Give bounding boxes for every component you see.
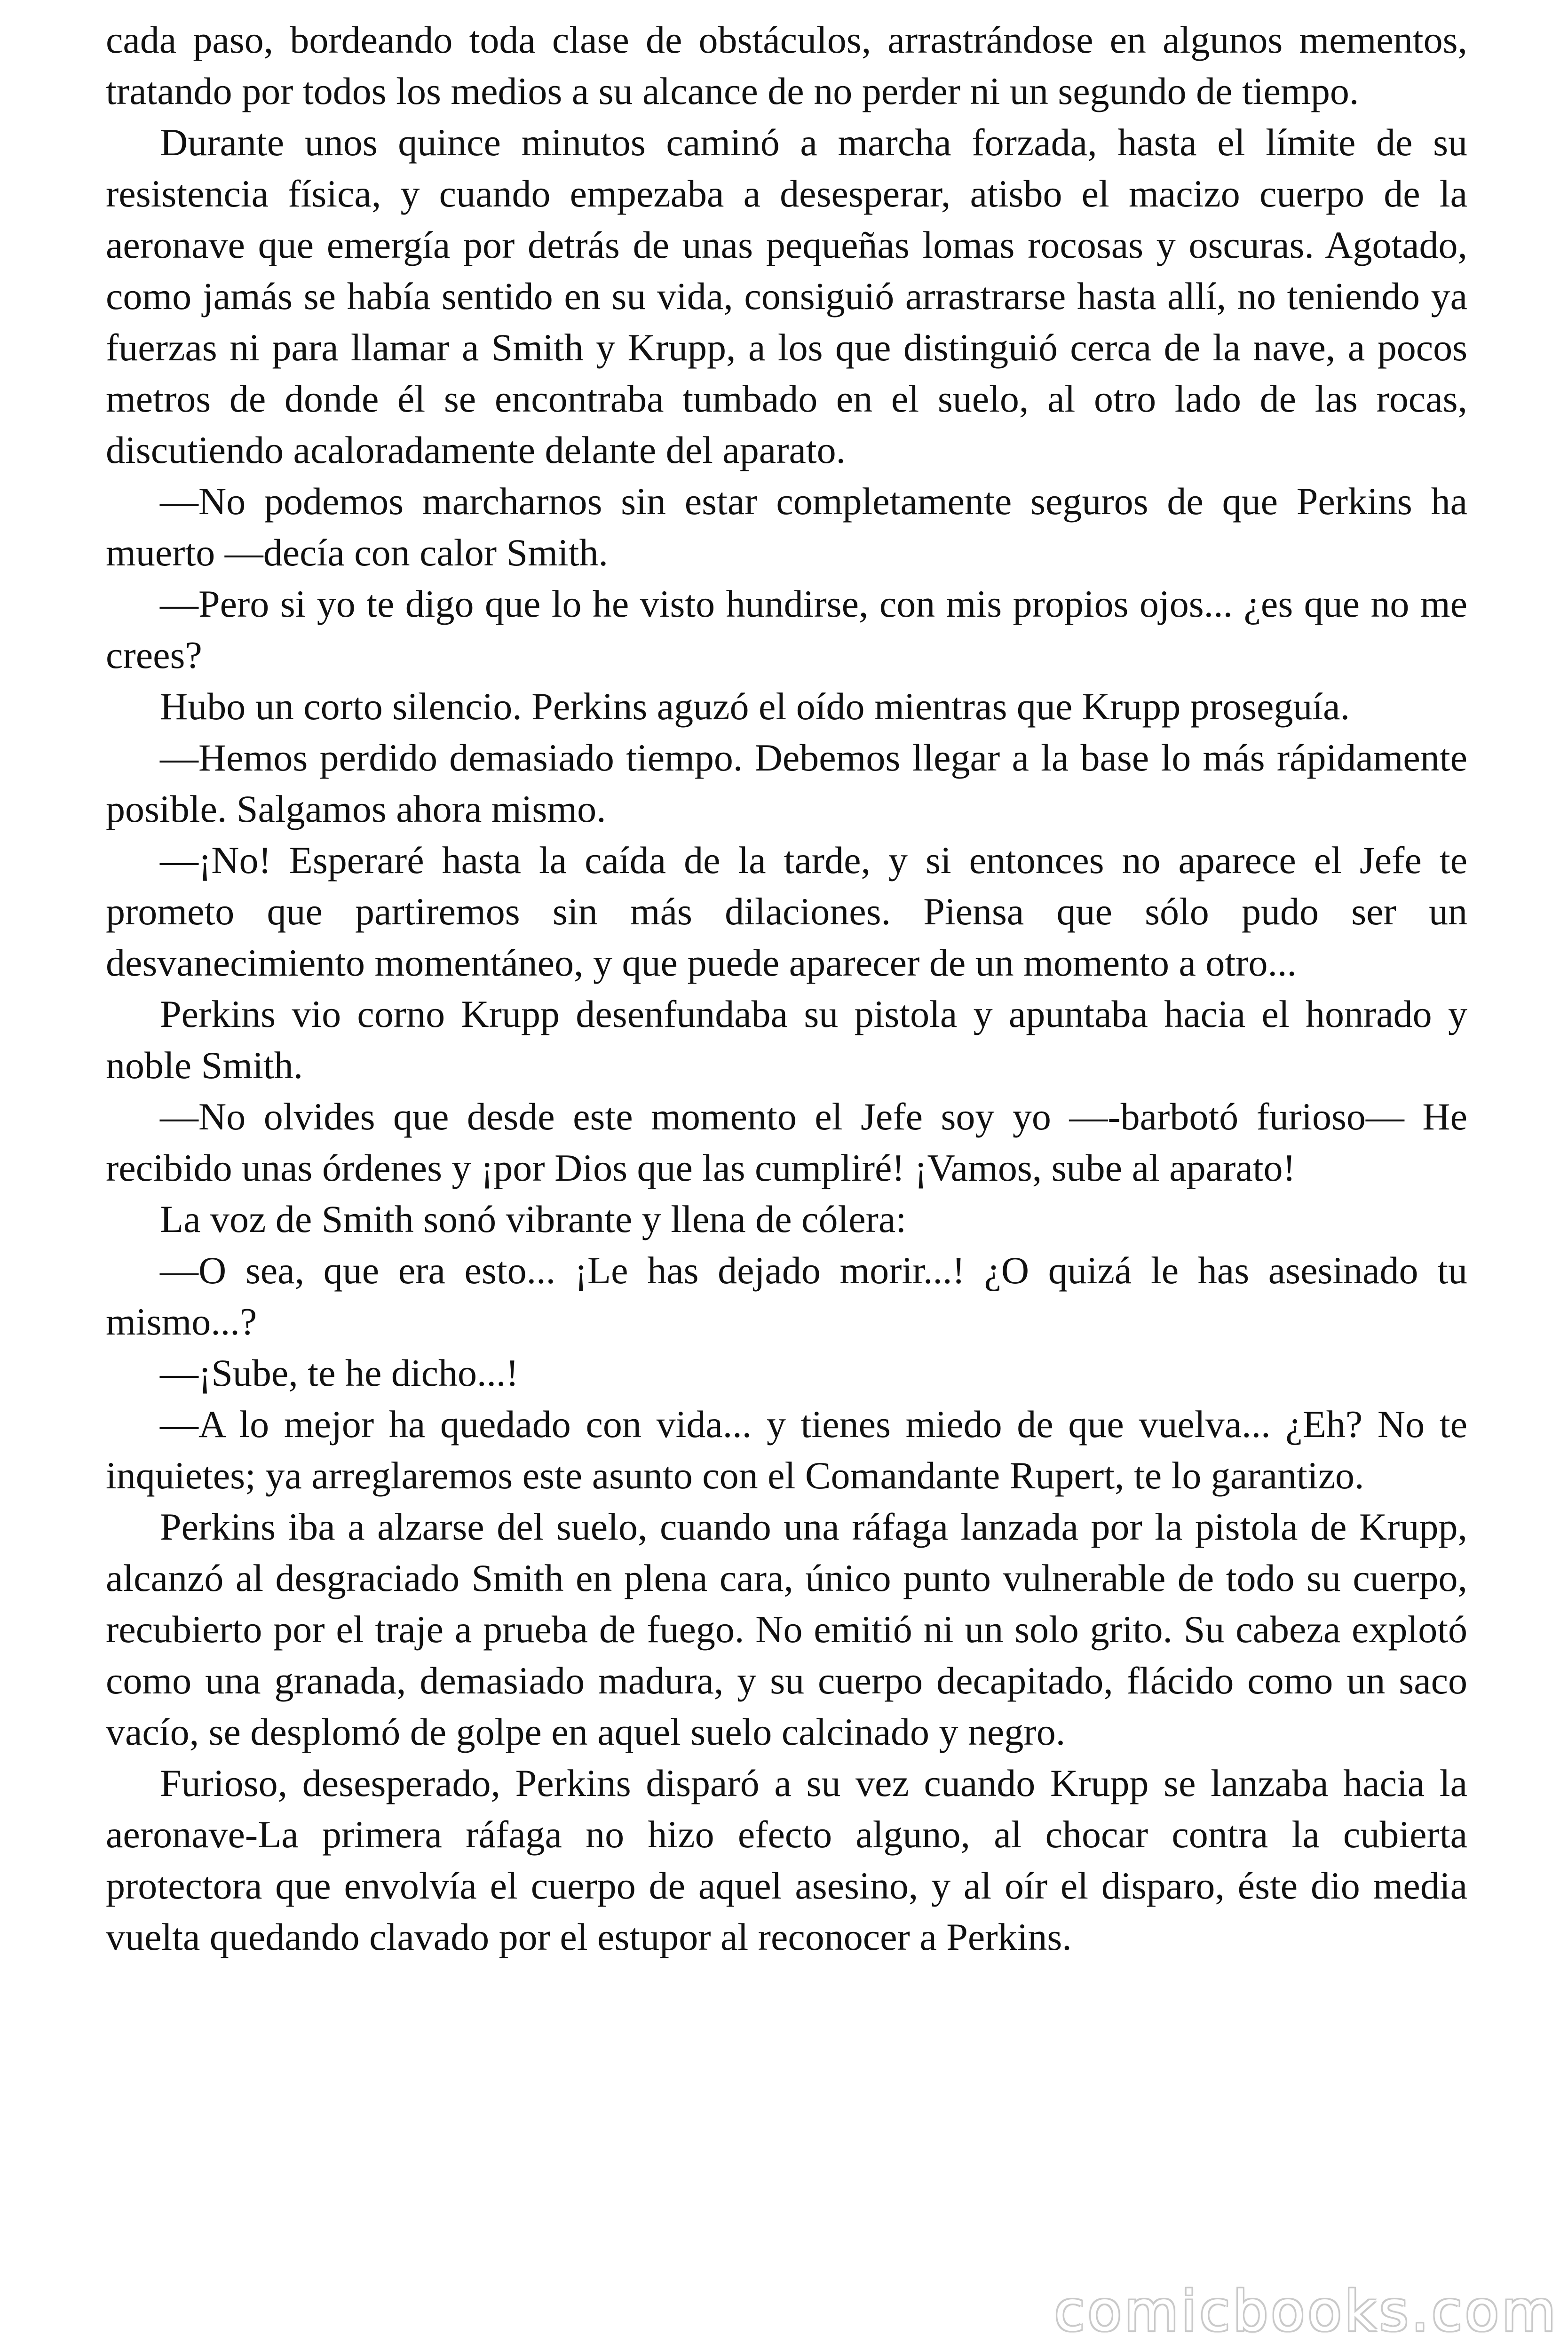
dialogue-paragraph: —Hemos perdido demasiado tiempo. Debemos llegar a la base lo más rápidamente posible. Salgamos ahora mismo. xyxy=(106,736,1467,830)
paragraph: Furioso, desesperado, Perkins disparó a su vez cuando Krupp se lanzaba hacia la aeronave-La primera ráfaga no hizo efecto alguno, al chocar contra la cubierta protectora que envolvía el cuerpo de aquel asesino, y al oír el disparo, éste dio media vuelta quedando clavado por el estupor al reconocer a Perkins. xyxy=(106,1762,1467,1958)
watermark: comicbooks.com xyxy=(1054,2279,1559,2344)
paragraph: Durante unos quince minutos caminó a marcha forzada, hasta el límite de su resistencia física, y cuando empezaba a desesperar, atisbo el macizo cuerpo de la aeronave que emergía por detrás de unas pequeñas lomas rocosas y oscuras. Agotado, como jamás se había sentido en su vida, consiguió arrastrarse hasta allí, no teniendo ya fuerzas ni para llamar a Smith y Krupp, a los que distinguió cerca de la nave, a pocos metros de donde él se encontraba tumbado en el suelo, al otro lado de las rocas, discutiendo acaloradamente delante del aparato. xyxy=(106,121,1467,471)
dialogue-paragraph: —O sea, que era esto... ¡Le has dejado morir...! ¿O quizá le has asesinado tu mismo...? xyxy=(106,1249,1467,1343)
dialogue-paragraph: —¡No! Esperaré hasta la caída de la tarde, y si entonces no aparece el Jefe te prometo que partiremos sin más dilaciones. Piensa que sólo pudo ser un desvanecimiento momentáneo, y que puede aparecer de un momento a otro... xyxy=(106,839,1467,984)
dialogue-paragraph: —¡Sube, te he dicho...! xyxy=(160,1351,519,1394)
paragraph: cada paso, bordeando toda clase de obstáculos, arrastrándose en algunos mementos, tratando por todos los medios a su alcance de no perder ni un segundo de tiempo. xyxy=(106,18,1467,112)
paragraph: Perkins iba a alzarse del suelo, cuando una ráfaga lanzada por la pistola de Krupp, alcanzó al desgraciado Smith en plena cara, único punto vulnerable de todo su cuerpo, recubierto por el traje a prueba de fuego. No emitió ni un solo grito. Su cabeza explotó como una granada, demasiado madura, y su cuerpo decapitado, flácido como un saco vacío, se desplomó de golpe en aquel suelo calcinado y negro. xyxy=(106,1505,1467,1753)
dialogue-paragraph: —Pero si yo te digo que lo he visto hundirse, con mis propios ojos... ¿es que no me crees? xyxy=(106,582,1467,676)
paragraph: Hubo un corto silencio. Perkins aguzó el oído mientras que Krupp proseguía. xyxy=(160,685,1350,728)
dialogue-paragraph: —No olvides que desde este momento el Jefe soy yo —-barbotó furioso— He recibido unas órdenes y ¡por Dios que las cumpliré! ¡Vamos, sube al aparato! xyxy=(106,1095,1467,1189)
dialogue-paragraph: —No podemos marcharnos sin estar completamente seguros de que Perkins ha muerto —decía con calor Smith. xyxy=(106,480,1467,574)
paragraph: Perkins vio corno Krupp desenfundaba su pistola y apuntaba hacia el honrado y noble Smith. xyxy=(106,993,1467,1087)
dialogue-paragraph: —A lo mejor ha quedado con vida... y tienes miedo de que vuelva... ¿Eh? No te inquietes; ya arreglaremos este asunto con el Comandante Rupert, te lo garantizo. xyxy=(106,1403,1467,1497)
paragraph: La voz de Smith sonó vibrante y llena de cólera: xyxy=(160,1198,907,1240)
page-body xyxy=(106,14,1467,1963)
